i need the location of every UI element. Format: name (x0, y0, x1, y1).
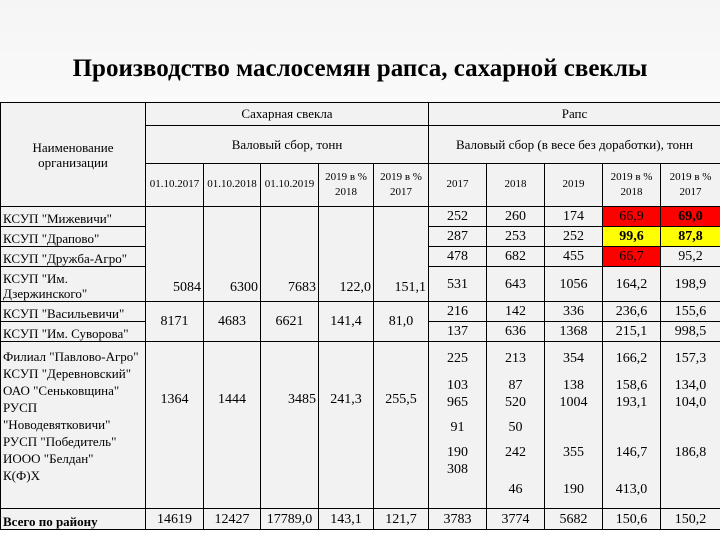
org-name: КСУП "Драпово" (1, 227, 146, 247)
org-name: ОАО "Сеньковщина" (3, 383, 120, 398)
rapeseed-value-highlight: 87,8 (661, 227, 720, 247)
beet-col-header: 01.10.2019 (261, 163, 319, 207)
beet-total: 121,7 (374, 509, 429, 530)
beet-value: 141,4 (319, 302, 374, 342)
beet-value: 1444 (204, 342, 261, 509)
rapeseed-value: 413,0 (615, 482, 648, 497)
beet-total: 17789,0 (261, 509, 319, 530)
rapeseed-value: 137 (429, 322, 487, 342)
rapeseed-value: 50 (508, 420, 523, 435)
rapeseed-value: 965 (447, 395, 468, 410)
org-name: Филиал "Павлово-Агро" (3, 349, 139, 364)
org-name: КСУП "Мижевичи" (1, 207, 146, 227)
beet-value: 255,5 (374, 342, 429, 509)
beet-value: 4683 (204, 302, 261, 342)
org-name: КСУП "Васильевичи" (1, 302, 146, 322)
rapeseed-stack (429, 342, 487, 509)
rapeseed-value: 520 (505, 395, 526, 410)
rapeseed-value: 104,0 (674, 395, 707, 410)
rapeseed-value: 242 (505, 445, 526, 460)
rapeseed-col-header: 2019 (545, 163, 603, 207)
rapeseed-value: 158,6 (615, 378, 648, 393)
rapeseed-value: 287 (429, 227, 487, 247)
rapeseed-value: 478 (429, 247, 487, 267)
rapeseed-total: 3774 (487, 509, 545, 530)
rapeseed-value: 198,9 (661, 266, 720, 301)
rapeseed-value: 1004 (559, 395, 588, 410)
rapeseed-col-header: 2019 в % 2018 (603, 163, 661, 207)
rapeseed-total: 150,2 (661, 509, 720, 530)
rapeseed-value: 252 (545, 227, 603, 247)
org-name: РУСП "Новодевятковичи" (3, 400, 111, 432)
rapeseed-value: 164,2 (603, 266, 661, 301)
rapeseed-stack (487, 342, 545, 509)
rapeseed-value-highlight: 69,0 (661, 207, 720, 227)
rapeseed-value-highlight: 99,6 (603, 227, 661, 247)
beet-value: 241,3 (319, 342, 374, 509)
rapeseed-total: 3783 (429, 509, 487, 530)
rapeseed-value: 103 (447, 378, 468, 393)
rapeseed-value: 236,6 (603, 302, 661, 322)
rapeseed-value: 998,5 (661, 322, 720, 342)
rapeseed-value: 174 (545, 207, 603, 227)
total-label: Всего по району (1, 509, 146, 530)
page-title: Производство маслосемян рапса, сахарной свеклы (72, 55, 648, 82)
rapeseed-value: 146,7 (615, 445, 648, 460)
rapeseed-value: 193,1 (615, 395, 648, 410)
beet-value: 6621 (261, 302, 319, 342)
rapeseed-col-header: 2018 (487, 163, 545, 207)
rapeseed-value: 260 (487, 207, 545, 227)
beet-value: 3485 (261, 342, 319, 509)
rapeseed-value: 225 (447, 351, 468, 366)
beet-sub-header: Валовый сбор, тонн (146, 125, 429, 163)
beet-total: 14619 (146, 509, 204, 530)
rapeseed-value: 142 (487, 302, 545, 322)
rapeseed-value: 308 (447, 462, 468, 477)
org-name: ИООО "Белдан" (3, 451, 94, 466)
rapeseed-value-highlight: 66,9 (603, 207, 661, 227)
rapeseed-total: 5682 (545, 509, 603, 530)
rapeseed-value: 252 (429, 207, 487, 227)
rapeseed-value: 215,1 (603, 322, 661, 342)
rapeseed-value: 46 (508, 482, 523, 497)
rapeseed-value: 95,2 (661, 247, 720, 267)
org-name: РУСП "Победитель" (3, 434, 117, 449)
org-name: КСУП "Им. Дзержинского" (1, 266, 146, 301)
production-table (0, 102, 720, 530)
rapeseed-value: 253 (487, 227, 545, 247)
rapeseed-stack (661, 342, 720, 509)
org-name-group (1, 342, 146, 509)
rapeseed-value: 213 (505, 351, 526, 366)
beet-col-header: 2019 в % 2017 (374, 163, 429, 207)
rapeseed-stack (603, 342, 661, 509)
rapeseed-value: 455 (545, 247, 603, 267)
rapeseed-col-header: 2017 (429, 163, 487, 207)
rapeseed-sub-header: Валовый сбор (в весе без доработки), тонн (429, 125, 720, 163)
rapeseed-value: 190 (447, 445, 468, 460)
rapeseed-value: 166,2 (615, 351, 648, 366)
beet-value: 1364 (146, 342, 204, 509)
org-name: КСУП "Дружба-Агро" (1, 247, 146, 267)
rapeseed-value: 157,3 (674, 351, 707, 366)
rapeseed-value: 138 (563, 378, 584, 393)
beet-value: 5084 (146, 207, 204, 302)
rapeseed-stack (545, 342, 603, 509)
rapeseed-value: 91 (450, 420, 465, 435)
rapeseed-value: 186,8 (674, 445, 707, 460)
rapeseed-value: 355 (563, 445, 584, 460)
beet-value: 7683 (261, 207, 319, 302)
beet-value: 81,0 (374, 302, 429, 342)
beet-col-header: 01.10.2017 (146, 163, 204, 207)
rapeseed-value: 216 (429, 302, 487, 322)
org-name: КСУП "Деревновский" (3, 366, 132, 381)
beet-value: 8171 (146, 302, 204, 342)
beet-col-header: 01.10.2018 (204, 163, 261, 207)
rapeseed-col-header: 2019 в % 2017 (661, 163, 720, 207)
org-name: К(Ф)Х (3, 468, 40, 483)
rapeseed-value: 134,0 (674, 378, 707, 393)
org-header: Наименование организации (1, 103, 146, 207)
rapeseed-group-header: Рапс (429, 103, 720, 126)
rapeseed-value: 682 (487, 247, 545, 267)
rapeseed-value-highlight: 66,7 (603, 247, 661, 267)
rapeseed-value: 636 (487, 322, 545, 342)
beet-total: 12427 (204, 509, 261, 530)
rapeseed-value: 1368 (545, 322, 603, 342)
rapeseed-value: 87 (508, 378, 523, 393)
rapeseed-value: 336 (545, 302, 603, 322)
beet-value: 151,1 (374, 207, 429, 302)
beet-total: 143,1 (319, 509, 374, 530)
rapeseed-value: 155,6 (661, 302, 720, 322)
rapeseed-value: 354 (563, 351, 584, 366)
rapeseed-value: 643 (487, 266, 545, 301)
org-name: КСУП "Им. Суворова" (1, 322, 146, 342)
rapeseed-value: 190 (563, 482, 584, 497)
beet-value: 6300 (204, 207, 261, 302)
rapeseed-total: 150,6 (603, 509, 661, 530)
beet-value: 122,0 (319, 207, 374, 302)
beet-group-header: Сахарная свекла (146, 103, 429, 126)
beet-col-header: 2019 в % 2018 (319, 163, 374, 207)
rapeseed-value: 531 (429, 266, 487, 301)
rapeseed-value: 1056 (545, 266, 603, 301)
